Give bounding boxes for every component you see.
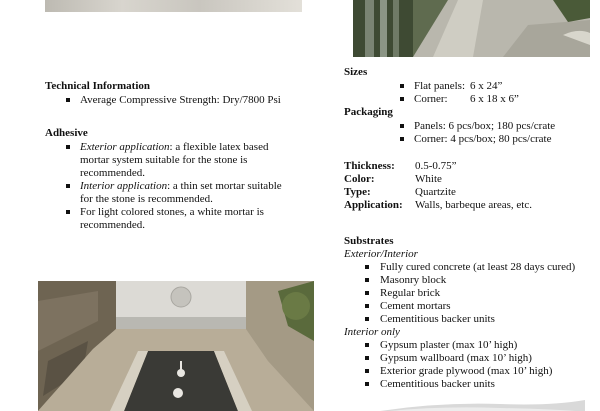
- substrate-item: Gypsum plaster (max 10’ high): [344, 339, 600, 352]
- properties-section: [344, 160, 594, 212]
- substrate-item: Masonry block: [344, 274, 600, 287]
- adhesive-heading: Adhesive: [45, 127, 88, 139]
- technical-information-section: [45, 80, 295, 107]
- application-label: Application:: [344, 199, 403, 211]
- fountain-courtyard-photo: [38, 281, 314, 411]
- compressive-strength-item: Average Compressive Strength: Dry/7800 Psi: [45, 94, 295, 107]
- substrate-item: Regular brick: [344, 287, 600, 300]
- adhesive-interior-item: Interior application: a thin set mortar suitable for the stone is recommended.: [45, 180, 295, 206]
- sizes-heading: Sizes: [344, 66, 368, 78]
- type-label: Type:: [344, 186, 371, 198]
- substrate-item: Cementitious backer units: [344, 313, 600, 326]
- type-row: [344, 186, 594, 199]
- size-corner: Corner: 6 x 18 x 6”: [344, 93, 594, 106]
- stone-photo-top: [45, 0, 302, 12]
- fountain-illustration: [38, 281, 314, 411]
- substrates-section: [344, 235, 600, 391]
- color-row: [344, 173, 594, 186]
- size-flat-panels: Flat panels: 6 x 24”: [344, 80, 594, 93]
- adhesive-white-mortar-item: For light colored stones, a white mortar is recommended.: [45, 206, 295, 232]
- bottom-photo-partial: [380, 400, 585, 411]
- exterior-interior-label: Exterior/Interior: [344, 248, 418, 260]
- garden-path-photo: [353, 0, 590, 57]
- technical-information-heading: Technical Information: [45, 80, 151, 92]
- substrate-item: Fully cured concrete (at least 28 days cured): [344, 261, 600, 274]
- color-label: Color:: [344, 173, 375, 185]
- thickness-label: Thickness:: [344, 160, 395, 172]
- sizes-section: [344, 66, 594, 106]
- substrate-item: Gypsum wallboard (max 10’ high): [344, 352, 600, 365]
- thickness-value: 0.5-0.75”: [415, 160, 457, 172]
- garden-path-illustration: [353, 0, 590, 57]
- application-row: [344, 199, 594, 212]
- substrates-heading: Substrates: [344, 235, 394, 247]
- adhesive-section: [45, 127, 295, 232]
- packaging-heading: Packaging: [344, 106, 393, 118]
- substrate-item: Cementitious backer units: [344, 378, 600, 391]
- type-value: Quartzite: [415, 186, 456, 198]
- packaging-panels: Panels: 6 pcs/box; 180 pcs/crate: [344, 120, 594, 133]
- thickness-row: [344, 160, 594, 173]
- packaging-corner: Corner: 4 pcs/box; 80 pcs/crate: [344, 133, 594, 146]
- interior-only-label: Interior only: [344, 326, 400, 338]
- color-value: White: [415, 173, 442, 185]
- packaging-section: [344, 106, 594, 146]
- substrate-item: Exterior grade plywood (max 10’ high): [344, 365, 600, 378]
- application-value: Walls, barbeque areas, etc.: [415, 199, 532, 211]
- substrate-item: Cement mortars: [344, 300, 600, 313]
- adhesive-exterior-item: Exterior application: a flexible latex based mortar system suitable for the stone is recommended.: [45, 141, 295, 180]
